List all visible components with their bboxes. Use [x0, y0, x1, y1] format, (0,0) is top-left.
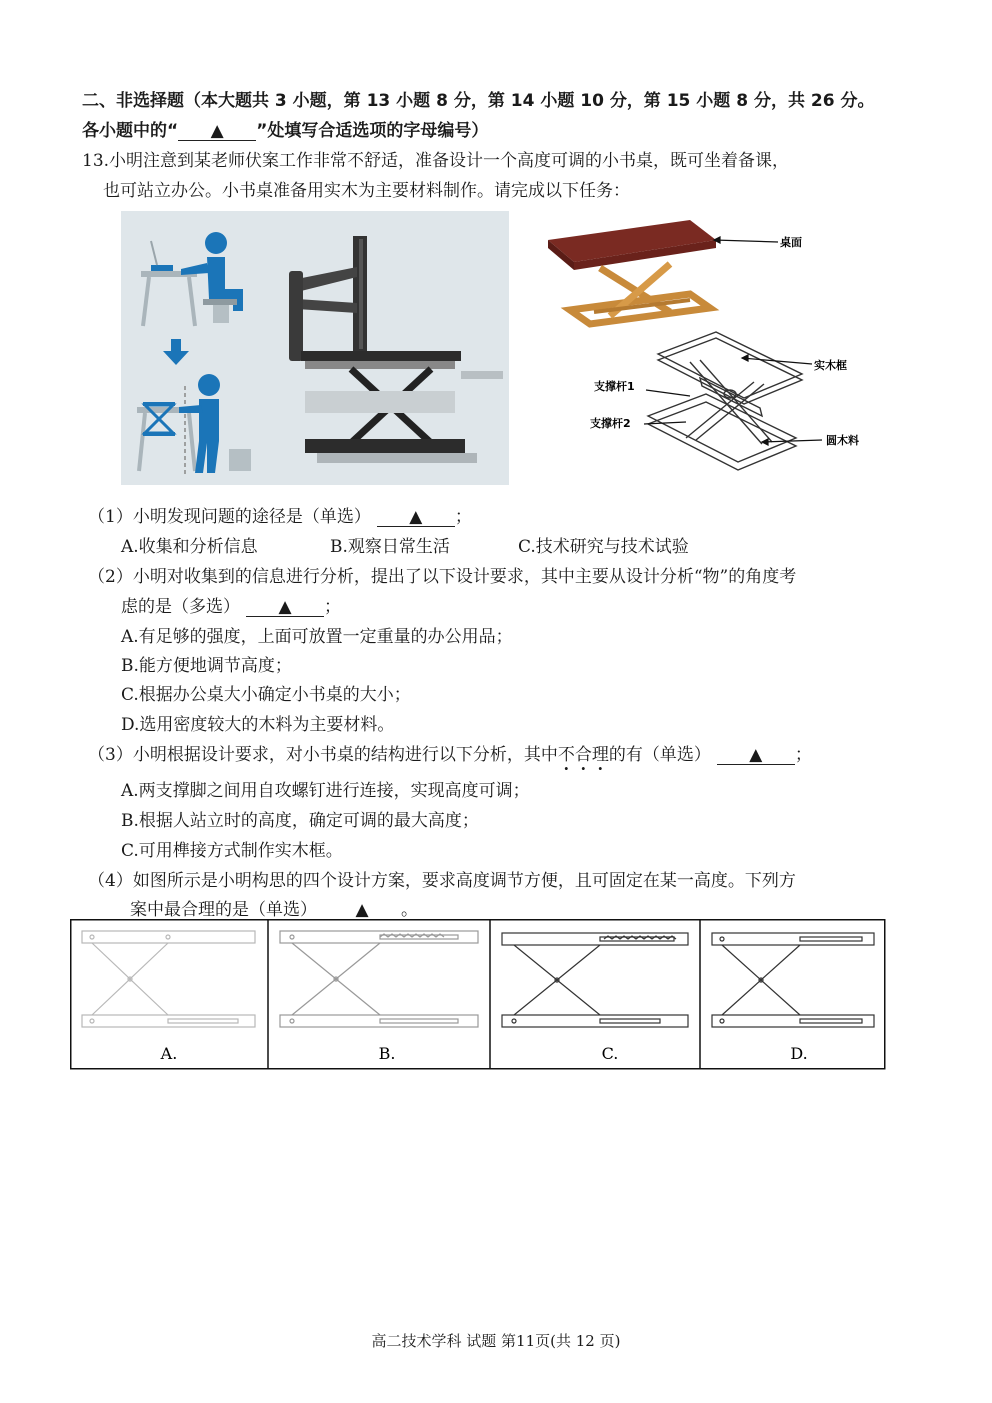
label-rod2: 支撑杆2	[590, 417, 631, 430]
q13-intro-line1: 13.小明注意到某老师伏案工作非常不舒适，准备设计一个高度可调的小书桌，既可坐着备课，	[82, 151, 790, 171]
sub3-option-b: B.根据人站立时的高度，确定可调的最大高度；	[121, 811, 479, 831]
scheme-c-label: C.	[601, 1044, 619, 1063]
sub3-end: ；	[794, 745, 812, 765]
q13-sub1-stem	[88, 502, 472, 527]
scheme-b-drawing	[280, 931, 478, 1027]
wooden-desk-render	[548, 220, 716, 324]
sub2-answer-blank[interactable]: ▲	[246, 598, 324, 617]
sub2-option-d: D.选用密度较大的木料为主要材料。	[121, 715, 395, 735]
scheme-d-label: D.	[790, 1044, 808, 1063]
q13-sub4-stem1: （4）如图所示是小明构思的四个设计方案，要求高度调节方便，且可固定在某一高度。下列方	[88, 871, 796, 891]
sub1-answer-blank[interactable]: ▲	[377, 508, 455, 527]
sub3-option-c: C.可用榫接方式制作实木框。	[121, 841, 343, 861]
scheme-a-drawing	[82, 931, 255, 1027]
section-heading-line1: 二、非选择题（本大题共 3 小题，第 13 小题 8 分，第 14 小题 10 分，第 15 小题 8 分，共 26 分。	[82, 91, 875, 111]
label-frame: 实木框	[814, 359, 847, 372]
desk-structure-diagram	[540, 212, 870, 492]
sub3-stem-post: 的有（单选）	[608, 745, 711, 765]
scheme-c-drawing	[502, 933, 688, 1027]
sub4-end: 。	[401, 900, 418, 920]
sub1-stem-text: （1）小明发现问题的途径是（单选）	[88, 507, 371, 527]
q13-sub4-stem2	[130, 895, 418, 920]
heading-blank: ▲	[178, 122, 256, 141]
label-rod1: 支撑杆1	[594, 380, 635, 393]
scheme-b-label: B.	[378, 1044, 396, 1063]
heading-post: ”处填写合适选项的字母编号）	[256, 121, 489, 141]
q13-intro-line2: 也可站立办公。小书桌准备用实木为主要材料制作。请完成以下任务：	[103, 181, 630, 201]
design-schemes-table	[70, 919, 886, 1071]
sub1-end: ；	[454, 507, 472, 527]
sub1-option-b: B.观察日常生活	[330, 537, 450, 557]
sub2-stem-text: 虑的是（多选）	[121, 597, 240, 617]
sub2-end: ；	[324, 597, 341, 617]
emphasis-char: 理	[591, 745, 609, 765]
wireframe-frame	[648, 332, 802, 470]
sub4-answer-blank[interactable]: ▲	[323, 901, 401, 920]
sub2-option-a: A.有足够的强度，上面可放置一定重量的办公用品；	[121, 627, 513, 647]
sub2-option-b: B.能方便地调节高度；	[121, 656, 292, 676]
q13-sub2-stem1: （2）小明对收集到的信息进行分析，提出了以下设计要求，其中主要从设计分析“物”的角度考	[88, 567, 797, 587]
emphasis-char: 不	[557, 745, 575, 765]
sub2-option-c: C.根据办公桌大小确定小书桌的大小；	[121, 685, 411, 705]
label-desktop: 桌面	[780, 236, 802, 249]
sub3-option-a: A.两支撑脚之间用自攻螺钉进行连接，实现高度可调；	[121, 781, 530, 801]
sub1-option-a: A.收集和分析信息	[121, 537, 258, 557]
emphasis-char: 合	[574, 745, 592, 765]
q13-sub2-stem2	[121, 592, 341, 617]
scheme-d-drawing	[712, 933, 874, 1027]
section-heading-line2	[82, 116, 488, 141]
sub4-stem-text: 案中最合理的是（单选）	[130, 900, 317, 920]
sub3-answer-blank[interactable]: ▲	[717, 746, 795, 765]
sub1-option-c: C.技术研究与技术试验	[518, 537, 689, 557]
q13-sub3-stem	[88, 740, 812, 765]
sub3-stem-pre: （3）小明根据设计要求，对小书桌的结构进行以下分析，其中	[88, 745, 558, 765]
heading-pre: 各小题中的“	[82, 121, 179, 141]
scheme-a-label: A.	[160, 1044, 178, 1063]
sit-stand-illustration	[121, 211, 509, 485]
label-dowel: 圆木料	[826, 434, 859, 447]
page-footer: 高二技术学科 试题 第11页(共 12 页)	[371, 1332, 621, 1350]
